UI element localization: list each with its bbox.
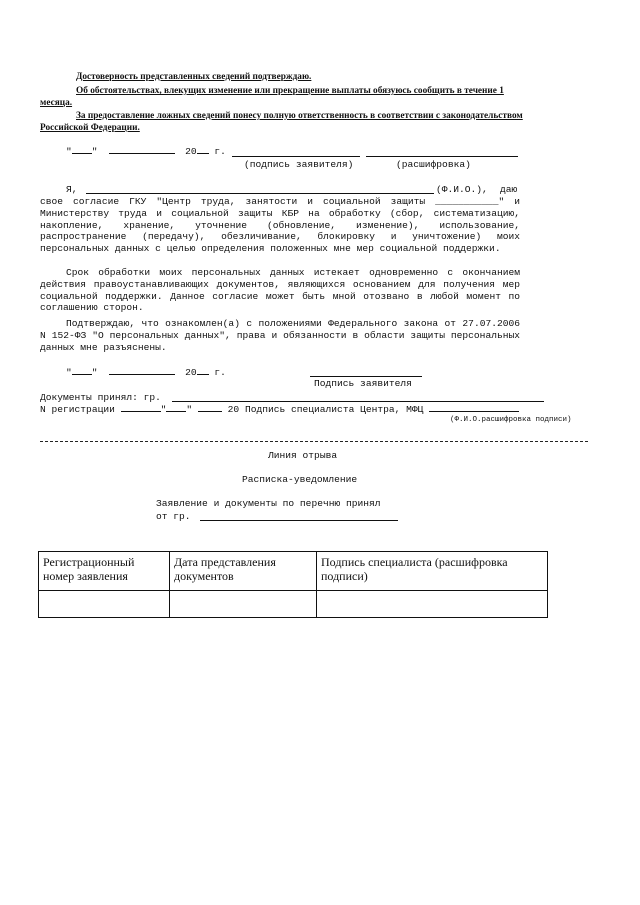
receipt-table <box>38 551 548 618</box>
table-header-row <box>39 552 548 591</box>
day-blank[interactable] <box>72 374 92 375</box>
reg-quote-open: " <box>160 404 167 415</box>
consent-paragraph-2: Срок обработки моих персональных данных истекает одновременно с окончанием действия правоустанавливающих документов, являющихся основанием для получения мер социальной поддержки. Данное согласие может быть мной отозвано в любой момент по соглашению сторон. <box>40 267 520 314</box>
table-row <box>39 591 548 618</box>
date-quote-open: " <box>66 146 72 157</box>
date-quote-close: " <box>91 367 98 378</box>
tear-off-line <box>40 441 588 442</box>
notify-statement-cont: месяца. <box>40 98 73 108</box>
receipt-from-label: от гр. <box>156 511 191 522</box>
year-prefix: 20 <box>185 146 197 157</box>
consent-paragraph-3: Подтверждаю, что ознакомлен(а) с положениями Федерального закона от 27.07.2006 N 152-ФЗ "О персональных данных", права и обязанности в области защиты персональных данных мне разъяснены. <box>40 318 520 353</box>
specialist-signature-line[interactable] <box>429 411 519 412</box>
year-blank[interactable] <box>197 374 209 375</box>
cell-registration-number[interactable] <box>39 591 170 618</box>
fio-line[interactable] <box>86 193 434 194</box>
date-quote-open: " <box>66 367 72 378</box>
header-registration-number: Регистрационный номер заявления <box>39 552 170 591</box>
reg-quote-close: " <box>186 404 193 415</box>
month-blank[interactable] <box>109 153 175 154</box>
signature-line-1[interactable] <box>232 156 360 157</box>
header-specialist-signature: Подпись специалиста (расшифровка подписи) <box>317 552 548 591</box>
consent-paragraph-1: свое согласие ГКУ "Центр труда, занятости и социальной защиты ___________" и Министерству труда и социальной защиты КБР на обработку (сбор, систематизацию, накопление, хранение, уточнение (обновление, изменение), использование, распространение (передачу), обезличивание, блокировку и уничтожение) моих персональных данных с целью определения положенных мне мер социальной поддержки. <box>40 196 520 255</box>
docs-accepted-label: Документы принял: гр. <box>40 392 161 403</box>
reg-day-blank[interactable] <box>166 411 186 412</box>
year-prefix: 20 <box>185 367 197 378</box>
receipt-from-line[interactable] <box>200 520 398 521</box>
header-submission-date: Дата представления документов <box>170 552 317 591</box>
ya-label: Я, <box>66 184 78 195</box>
decode-caption-1: (расшифровка) <box>396 159 471 170</box>
year-blank[interactable] <box>197 153 209 154</box>
receipt-title: Расписка-уведомление <box>242 474 358 485</box>
liability-statement: За предоставление ложных сведений понесу полную ответственность в соответствии с законодательством <box>76 111 523 121</box>
signature-line-2[interactable] <box>310 376 422 377</box>
date-field-1 <box>66 146 226 157</box>
notify-statement: Об обстоятельствах, влекущих изменение или прекращение выплаты обязуюсь сообщить в течение 1 <box>76 86 504 96</box>
date-field-2 <box>66 367 226 378</box>
signature-caption-2: Подпись заявителя <box>314 378 412 389</box>
liability-statement-cont: Российской Федерации. <box>40 123 140 133</box>
dayu-label: даю <box>500 184 518 195</box>
tear-line-label: Линия отрыва <box>268 450 338 461</box>
cell-submission-date[interactable] <box>170 591 317 618</box>
docs-accepted-line[interactable] <box>172 401 544 402</box>
registration-label: N регистрации <box>40 404 115 415</box>
cell-specialist-signature[interactable] <box>317 591 548 618</box>
reg-month-blank[interactable] <box>198 411 222 412</box>
specialist-name-note: (Ф.И.О.расшифровка подписи) <box>450 416 572 424</box>
month-blank[interactable] <box>109 374 175 375</box>
registration-number-blank[interactable] <box>121 411 161 412</box>
year-suffix: г. <box>214 367 226 378</box>
date-quote-close: " <box>91 146 98 157</box>
registration-row <box>40 404 519 415</box>
decode-line-1[interactable] <box>366 156 518 157</box>
signature-caption-1: (подпись заявителя) <box>244 159 354 170</box>
specialist-signature-label: 20 Подпись специалиста Центра, МФЦ <box>227 404 424 415</box>
fio-label: (Ф.И.О.), <box>436 184 488 195</box>
receipt-text: Заявление и документы по перечню принял <box>156 498 381 509</box>
year-suffix: г. <box>214 146 226 157</box>
confirm-statement: Достоверность представленных сведений подтверждаю. <box>76 72 312 82</box>
day-blank[interactable] <box>72 153 92 154</box>
